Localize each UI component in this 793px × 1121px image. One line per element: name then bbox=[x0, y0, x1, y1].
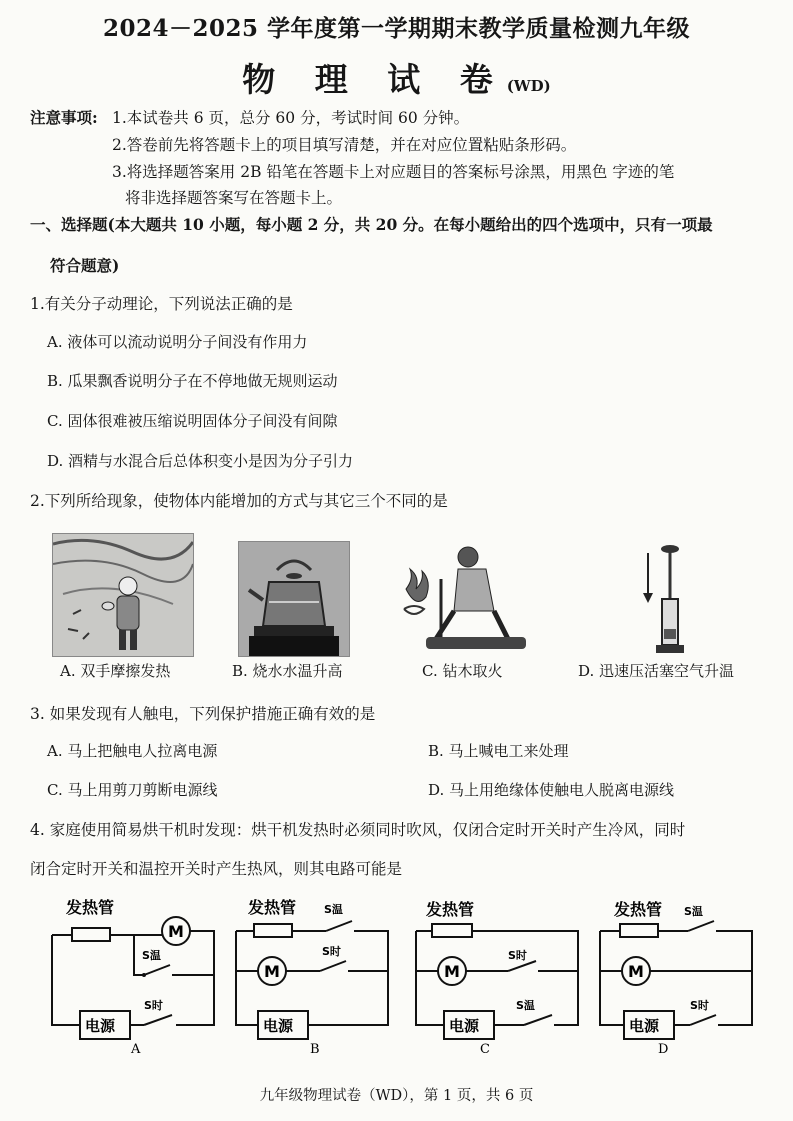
question-4-stem-cont: 闭合定时开关和温控开关时产生热风，则其电路可能是 bbox=[30, 860, 403, 878]
image-piston-compression bbox=[638, 543, 698, 655]
exam-subject: 物 理 试 卷 bbox=[242, 60, 507, 99]
question-4-stem: 4. 家庭使用简易烘干机时发现：烘干机发热时必须同时吹风，仅闭合定时开关时产生冷风，同时 bbox=[30, 821, 686, 839]
question-1-stem: 1.有关分子动理论，下列说法正确的是 bbox=[30, 295, 293, 313]
circuit-d-motor-label: M bbox=[628, 962, 644, 981]
circuit-c-diagram bbox=[408, 893, 588, 1053]
question-1-option-b: B. 瓜果飘香说明分子在不停地做无规则运动 bbox=[47, 372, 338, 390]
circuit-a-heater-label: 发热管 bbox=[66, 898, 115, 917]
question-2-option-d: D. 迅速压活塞空气升温 bbox=[578, 662, 735, 680]
circuit-d-label: D bbox=[658, 1042, 669, 1053]
circuit-b-s-temp-label: S温 bbox=[324, 903, 343, 916]
question-2-option-a: A. 双手摩擦发热 bbox=[60, 662, 171, 680]
question-2-option-c: C. 钻木取火 bbox=[422, 662, 503, 680]
circuit-a-diagram bbox=[44, 893, 224, 1053]
circuit-b-diagram bbox=[228, 893, 398, 1053]
exam-title-line1: 2024－2025 学年度第一学期期末教学质量检测九年级 bbox=[102, 15, 691, 42]
circuit-a-s-temp-label: S温 bbox=[142, 949, 161, 962]
circuit-d-s-timer-label: S时 bbox=[690, 999, 709, 1012]
page-footer: 九年级物理试卷（WD），第 1 页，共 6 页 bbox=[259, 1088, 534, 1104]
circuit-b-label: B bbox=[310, 1042, 320, 1053]
circuit-a-motor-label: M bbox=[168, 922, 184, 941]
circuit-d-heater bbox=[620, 924, 658, 937]
circuit-c-source-label: 电源 bbox=[449, 1017, 480, 1035]
circuit-b-source-label: 电源 bbox=[263, 1017, 294, 1035]
circuit-a-heater bbox=[72, 928, 110, 941]
section1-heading-cont: 符合题意) bbox=[50, 256, 120, 275]
question-3-option-a: A. 马上把触电人拉离电源 bbox=[47, 742, 218, 760]
circuit-b-s-timer-label: S时 bbox=[322, 945, 341, 958]
circuit-a-source-label: 电源 bbox=[85, 1017, 116, 1035]
question-1-option-d: D. 酒精与水混合后总体积变小是因为分子引力 bbox=[47, 452, 354, 470]
circuit-c-heater bbox=[432, 924, 472, 937]
notes-label: 注意事项: bbox=[30, 108, 98, 127]
image-drilling-fire bbox=[396, 539, 538, 655]
circuit-a-label: A bbox=[131, 1042, 141, 1053]
circuit-c-s-timer-label: S时 bbox=[508, 949, 527, 962]
circuit-d-s-temp-label: S温 bbox=[684, 905, 703, 918]
image-rubbing-hands bbox=[52, 533, 194, 657]
exam-title-main bbox=[0, 54, 793, 101]
section1-heading: 一、选择题(本大题共 10 小题，每小题 2 分，共 20 分。在每小题给出的四个选项中，只有一项最 bbox=[30, 215, 713, 234]
question-3-stem: 3. 如果发现有人触电，下列保护措施正确有效的是 bbox=[30, 705, 376, 723]
question-3-option-b: B. 马上喊电工来处理 bbox=[428, 742, 569, 760]
question-2-stem: 2.下列所给现象，使物体内能增加的方式与其它三个不同的是 bbox=[30, 492, 448, 510]
circuit-b-heater bbox=[254, 924, 292, 937]
circuit-c-label: C bbox=[480, 1042, 490, 1053]
circuit-b-heater-label: 发热管 bbox=[248, 898, 297, 917]
exam-code: (WD) bbox=[506, 77, 551, 95]
note-item-2: 2.答卷前先将答题卡上的项目填写清楚，并在对应位置粘贴条形码。 bbox=[112, 136, 577, 154]
circuit-d-diagram bbox=[594, 893, 769, 1053]
question-1-option-c: C. 固体很难被压缩说明固体分子间没有间隙 bbox=[47, 412, 338, 430]
image-boiling-kettle bbox=[238, 541, 350, 657]
circuit-d-source-label: 电源 bbox=[629, 1017, 660, 1035]
circuit-c-heater-label: 发热管 bbox=[426, 900, 475, 919]
circuit-d-heater-label: 发热管 bbox=[614, 900, 663, 919]
question-3-option-d: D. 马上用绝缘体使触电人脱离电源线 bbox=[428, 781, 675, 799]
question-3-option-c: C. 马上用剪刀剪断电源线 bbox=[47, 781, 218, 799]
circuit-c-motor-label: M bbox=[444, 962, 460, 981]
note-item-3: 3.将选择题答案用 2B 铅笔在答题卡上对应题目的答案标号涂黑，用黑色 字迹的笔 bbox=[112, 163, 675, 181]
circuit-a-s-timer-label: S时 bbox=[144, 999, 163, 1012]
question-1-option-a: A. 液体可以流动说明分子间没有作用力 bbox=[47, 333, 308, 351]
question-2-option-b: B. 烧水水温升高 bbox=[232, 662, 343, 680]
note-item-1: 1.本试卷共 6 页，总分 60 分，考试时间 60 分钟。 bbox=[112, 109, 470, 127]
circuit-c-s-temp-label: S温 bbox=[516, 999, 535, 1012]
circuit-b-motor-label: M bbox=[264, 962, 280, 981]
note-item-3-cont: 将非选择题答案写在答题卡上。 bbox=[125, 189, 343, 207]
